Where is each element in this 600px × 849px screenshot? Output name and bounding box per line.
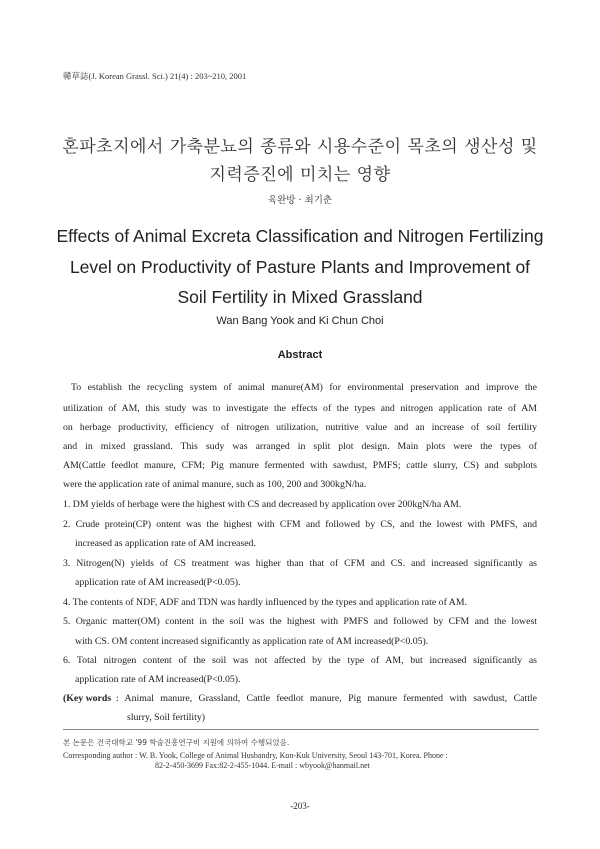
abstract-line: on herbage productivity, efficiency of nitrogen utilization, nutritive value and an increase of soil fertility xyxy=(63,422,537,433)
finding-item-5-cont: with CS. OM content increased significantly as application rate of AM increased(P<0.05). xyxy=(75,636,429,647)
finding-item-3-cont: application rate of AM increased(P<0.05). xyxy=(75,577,241,588)
korean-title-line-1: 혼파초지에서 가축분뇨의 종류와 시용수준이 목초의 생산성 및 xyxy=(62,137,538,157)
corresponding-author-footnote: Corresponding author : W. B. Yook, College of Animal Husbandry, Kon-Kuk University, Seoul 143-701, Korea. Phone : xyxy=(63,751,448,760)
abstract-line: were the application rate of animal manure, such as 100, 200 and 300kgN/ha. xyxy=(63,479,367,490)
finding-item-2-cont: increased as application rate of AM increased. xyxy=(75,538,256,549)
page-number: -203- xyxy=(290,801,310,811)
english-title-line-3: Soil Fertility in Mixed Grassland xyxy=(177,287,423,307)
abstract-line: utilization of AM, this study was to investigate the effects of the types and nitrogen application rate of AM xyxy=(63,403,537,414)
finding-item-4: 4. The contents of NDF, ADF and TDN was hardly influenced by the types and application rate of AM. xyxy=(63,597,467,608)
abstract-line: AM(Cattle feedlot manure, CFM; Pig manure fermented with sawdust, PMFS; cattle slurry, CS) and subplots xyxy=(63,460,537,471)
finding-item-5: 5. Organic matter(OM) content in the soil was the highest with PMFS and followed by CFM and the lowest xyxy=(63,616,537,627)
keywords-list: : Animal manure, Grassland, Cattle feedlot manure, Pig manure fermented with sawdust, Cattle xyxy=(116,693,537,704)
keywords-list-cont: slurry, Soil fertility) xyxy=(127,712,206,723)
abstract-line: and in mixed grassland. This sudy was arranged in split plot design. Main plots were the types of xyxy=(63,441,537,452)
finding-item-6: 6. Total nitrogen content of the soil was not affected by the type of AM, but increased significantly as xyxy=(63,655,537,666)
english-authors: Wan Bang Yook and Ki Chun Choi xyxy=(216,315,384,327)
abstract-line: To establish the recycling system of animal manure(AM) for environmental preservation and improve the xyxy=(71,382,537,393)
contact-footnote: 82-2-450-3699 Fax:82-2-455-1044. E-mail : wbyook@hanmail.net xyxy=(155,761,370,770)
korean-title-line-2: 지력증진에 미치는 영향 xyxy=(209,165,391,185)
footnote-divider xyxy=(63,729,539,730)
english-title-line-1: Effects of Animal Excreta Classification and Nitrogen Fertilizing xyxy=(56,226,544,246)
keywords-label: (Key words xyxy=(63,693,112,704)
finding-item-3: 3. Nitrogen(N) yields of CS treatment was higher than that of CFM and CS. and increased significantly as xyxy=(63,558,537,569)
finding-item-1: 1. DM yields of herbage were the highest with CS and decreased by application over 200kgN/ha AM. xyxy=(63,499,462,510)
english-title-line-2: Level on Productivity of Pasture Plants and Improvement of xyxy=(69,257,531,277)
korean-authors: 육완방 · 최기춘 xyxy=(267,195,333,206)
journal-citation: 韓草誌(J. Korean Grassl. Sci.) 21(4) : 203~210, 2001 xyxy=(63,71,247,81)
finding-item-2: 2. Crude protein(CP) ontent was the highest with CFM and followed by CS, and the lowest with PMFS, and xyxy=(63,519,537,530)
finding-item-6-cont: application rate of AM increased(P<0.05). xyxy=(75,674,241,685)
funding-footnote: 본 논문은 건국대학교 '99 학술진흥연구비 지원에 의하여 수행되었음. xyxy=(63,738,290,747)
abstract-heading: Abstract xyxy=(277,349,323,361)
